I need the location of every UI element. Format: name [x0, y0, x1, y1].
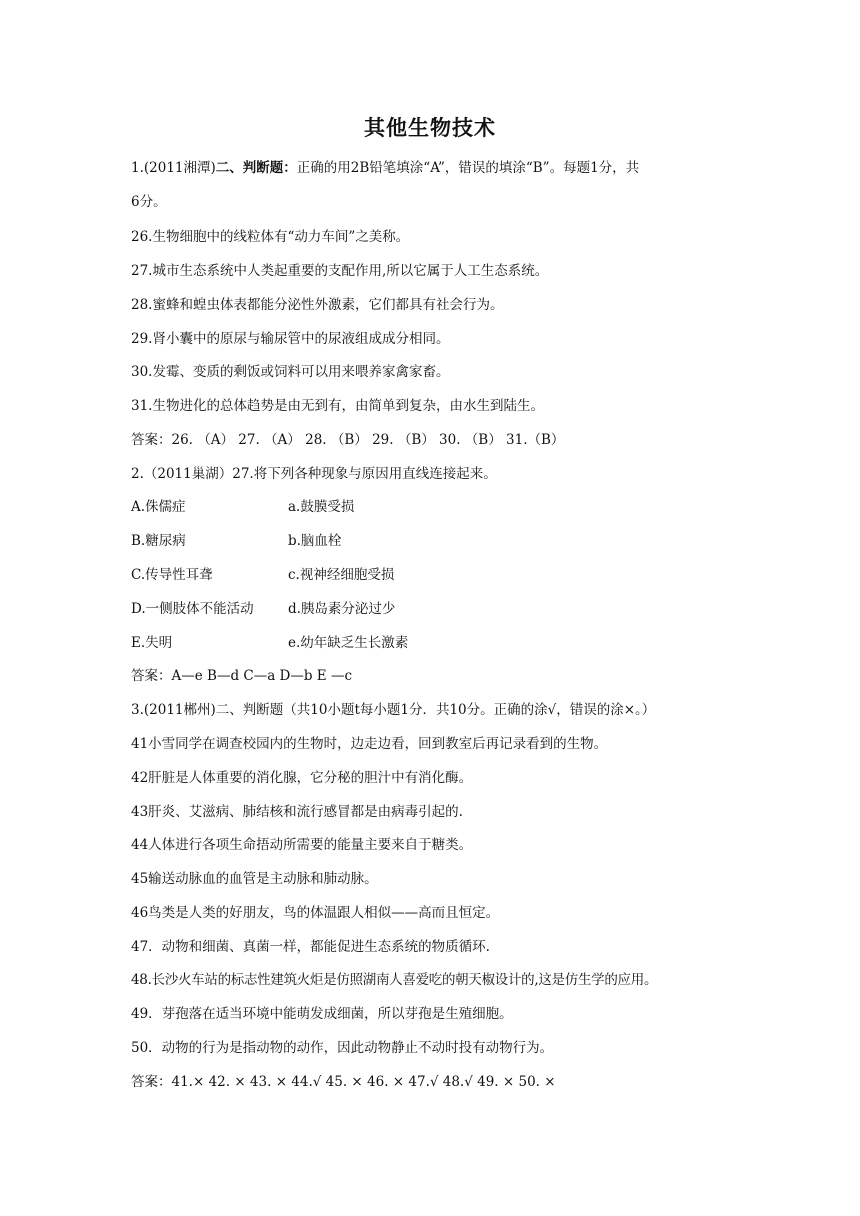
- q3-item: 44人体进行各项生命捂动所需要的能量主要来自于糖类。: [131, 837, 473, 853]
- q2-right-item: e.幼年缺乏生长激素: [288, 635, 409, 651]
- q3-item: 50．动物的行为是指动物的动作，因此动物静止不动时投有动物行为。: [131, 1040, 554, 1056]
- q1-heading-cont: 6分。: [131, 194, 167, 210]
- q3-item: 42肝脏是人体重要的消化腺，它分秘的胆汁中有消化酶。: [131, 770, 473, 786]
- q1-item: 27.城市生态系统中人类起重要的支配作用,所以它属于人工生态系统。: [131, 263, 549, 279]
- q1-item: 29.肾小囊中的原尿与输尿管中的尿液组成成分相同。: [131, 331, 450, 347]
- q2-left-item: B.糖尿病: [131, 533, 186, 549]
- q1-item: 30.发霉、变质的剩饭或饲料可以用来喂养家禽家畜。: [131, 364, 450, 380]
- q1-item: 28.蜜蜂和蝗虫体表都能分泌性外激素，它们都具有社会行为。: [131, 297, 504, 313]
- q2-right-item: d.胰岛素分泌过少: [288, 601, 396, 617]
- q2-left-item: E.失明: [131, 635, 173, 651]
- q3-item: 47．动物和细菌、真菌一样，都能促进生态系统的物质循环.: [131, 939, 490, 955]
- q3-heading: 3.(2011郴州)二、判断题（共10小题t每小题1分．共10分。正确的涂√，错误的涂×。）: [131, 702, 656, 718]
- q3-item: 41小雪同学在调查校园内的生物时，边走边看，回到教室后再记录看到的生物。: [131, 736, 608, 752]
- q3-answer: 答案：41.× 42. × 43. × 44.√ 45. × 46. × 47.√ 48.√ 49. × 50. ×: [131, 1074, 556, 1090]
- q1-item: 31.生物进化的总体趋势是由无到有，由简单到复杂，由水生到陆生。: [131, 398, 544, 414]
- q2-left-item: C.传导性耳聋: [131, 567, 213, 583]
- q2-right-item: a.鼓膜受损: [288, 499, 355, 515]
- q3-item: 49．芽孢落在适当环境中能萌发成细菌，所以芽孢是生殖细胞。: [131, 1006, 513, 1022]
- q3-item: 43肝炎、艾滋病、肺结核和流行感冒都是由病毒引起的.: [131, 804, 463, 820]
- q2-left-item: D.一侧肢体不能活动: [131, 601, 254, 617]
- q2-left-item: A.侏儒症: [131, 499, 186, 515]
- q1-heading-rest: 正确的用2B铅笔填涂“A”，错误的填涂“B”。每题1分，共: [296, 160, 640, 176]
- q1-item: 26.生物细胞中的线粒体有“动力车间”之美称。: [131, 229, 410, 245]
- q3-item: 45输送动脉血的血管是主动脉和肺动脉。: [131, 871, 378, 887]
- document-title: 其他生物技术: [364, 115, 496, 140]
- q1-answer: 答案：26. （A） 27. （A） 28. （B） 29. （B） 30. （B） 31.（B）: [131, 432, 565, 448]
- q1-heading-bold: 二、判断题：: [215, 160, 297, 176]
- q1-heading: [131, 156, 639, 176]
- q3-item: 46鸟类是人类的好朋友，鸟的体温跟人相似——高而且恒定。: [131, 905, 500, 921]
- q2-right-item: c.视神经细胞受损: [288, 567, 395, 583]
- q3-item: 48.长沙火车站的标志性建筑火炬是仿照湖南人喜爱吃的朝天椒设计的,这是仿生学的应用。: [131, 972, 658, 988]
- q2-heading: 2.（2011巢湖）27.将下列各种现象与原因用直线连接起来。: [131, 466, 497, 482]
- q1-heading-prefix: 1.(2011湘潭): [131, 160, 216, 176]
- q2-right-item: b.脑血栓: [288, 533, 342, 549]
- q2-answer: 答案：A—e B—d C—a D—b E —c: [131, 668, 353, 684]
